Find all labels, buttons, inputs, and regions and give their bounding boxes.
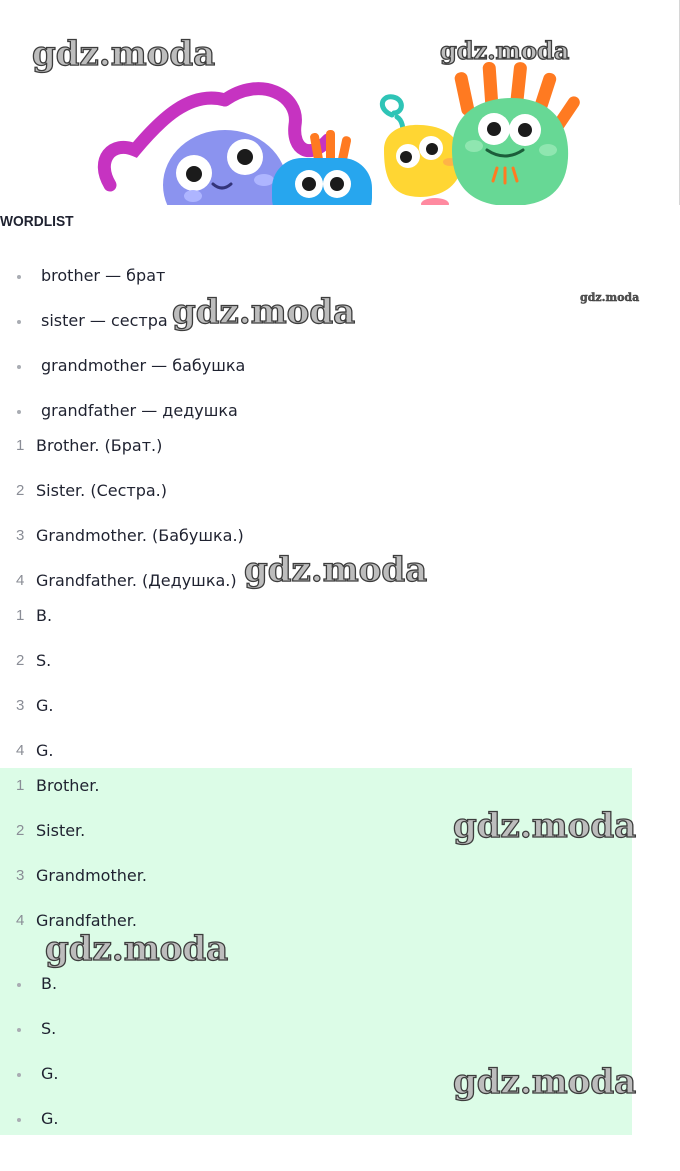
watermark: gdz.moda [244, 550, 428, 590]
yellow-monster-illustration [382, 97, 461, 205]
bullet-icon [17, 365, 21, 369]
watermark: gdz.moda [580, 291, 640, 304]
watermark: gdz.moda [172, 292, 356, 332]
bullet-icon [17, 410, 21, 414]
watermark: gdz.moda [45, 929, 229, 969]
bullet-icon [17, 1073, 21, 1077]
wordlist-heading: WORDLIST [0, 213, 74, 230]
watermark: gdz.moda [453, 1062, 637, 1102]
bullet-icon [17, 1028, 21, 1032]
green-monster-illustration [452, 62, 582, 205]
watermark: gdz.moda [440, 36, 570, 65]
purple-monster-illustration [163, 130, 287, 205]
watermark: gdz.moda [453, 806, 637, 846]
monsters-banner [0, 0, 680, 205]
bullet-icon [17, 1118, 21, 1122]
watermark: gdz.moda [32, 34, 216, 74]
bullet-icon [17, 275, 21, 279]
bullet-icon [17, 320, 21, 324]
bullet-icon [17, 983, 21, 987]
